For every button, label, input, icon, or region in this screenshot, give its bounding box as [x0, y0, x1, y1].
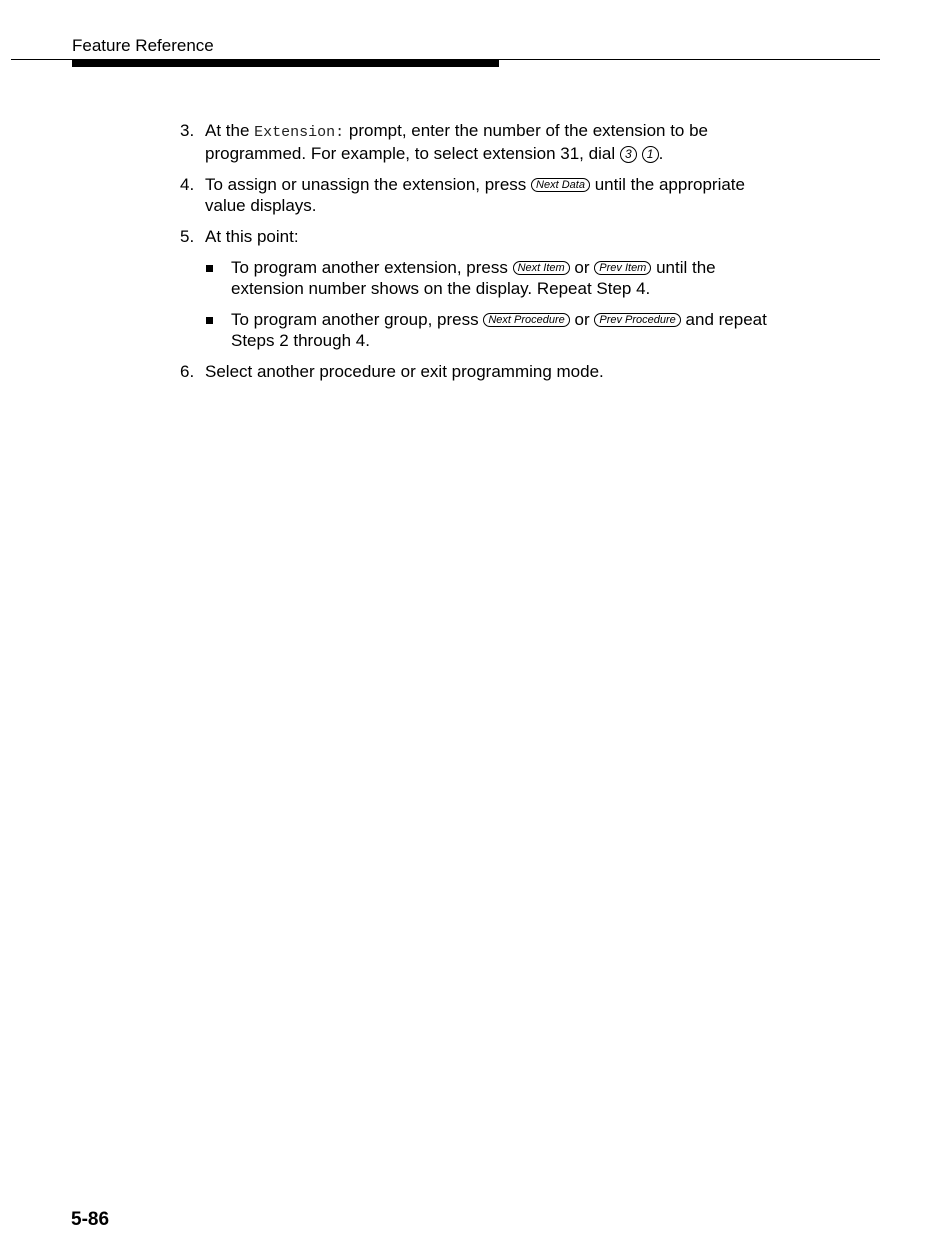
step-number: 5. [180, 227, 195, 246]
display-prompt: Extension: [254, 124, 345, 141]
square-bullet-icon [206, 265, 213, 272]
dial-key-3: 3 [620, 146, 637, 163]
procedure-steps [180, 120, 780, 392]
next-procedure-key: Next Procedure [483, 313, 569, 327]
step-text: until the appropriate value displays. [205, 175, 745, 215]
bullet-text: or [574, 310, 590, 329]
bullet-text: and repeat Steps 2 through 4. [231, 310, 767, 350]
page-number: 5-86 [71, 1209, 110, 1230]
step-text: Select another procedure or exit programming mode. [205, 362, 604, 381]
step-number: 4. [180, 175, 195, 194]
prev-item-key: Prev Item [594, 261, 651, 275]
bullet-text: To program another group, press [231, 310, 479, 329]
step-number: 3. [180, 121, 195, 140]
step-5 [180, 226, 780, 247]
prev-procedure-key: Prev Procedure [594, 313, 680, 327]
list-item [180, 309, 780, 351]
step-text: prompt, enter the number of the extension to be programmed. For example, to select extension 31, dial [205, 121, 709, 163]
step-4 [180, 174, 780, 216]
step-text: To assign or unassign the extension, press [205, 175, 527, 194]
next-data-key: Next Data [531, 178, 590, 192]
step-6 [180, 361, 780, 382]
step-3 [180, 120, 780, 164]
square-bullet-icon [206, 317, 213, 324]
step-text: . [658, 144, 664, 163]
step-text: At this point: [205, 227, 299, 246]
dial-key-1: 1 [642, 146, 659, 163]
list-item [180, 257, 780, 299]
step-5-options [180, 257, 780, 351]
header-rule-thick [72, 60, 499, 67]
next-item-key: Next Item [513, 261, 570, 275]
bullet-text: or [574, 258, 590, 277]
bullet-text: To program another extension, press [231, 258, 508, 277]
step-number: 6. [180, 362, 195, 381]
running-header: Feature Reference [72, 36, 214, 55]
bullet-text: until the extension number shows on the display. Repeat Step 4. [231, 258, 716, 298]
step-text: At the [205, 121, 250, 140]
